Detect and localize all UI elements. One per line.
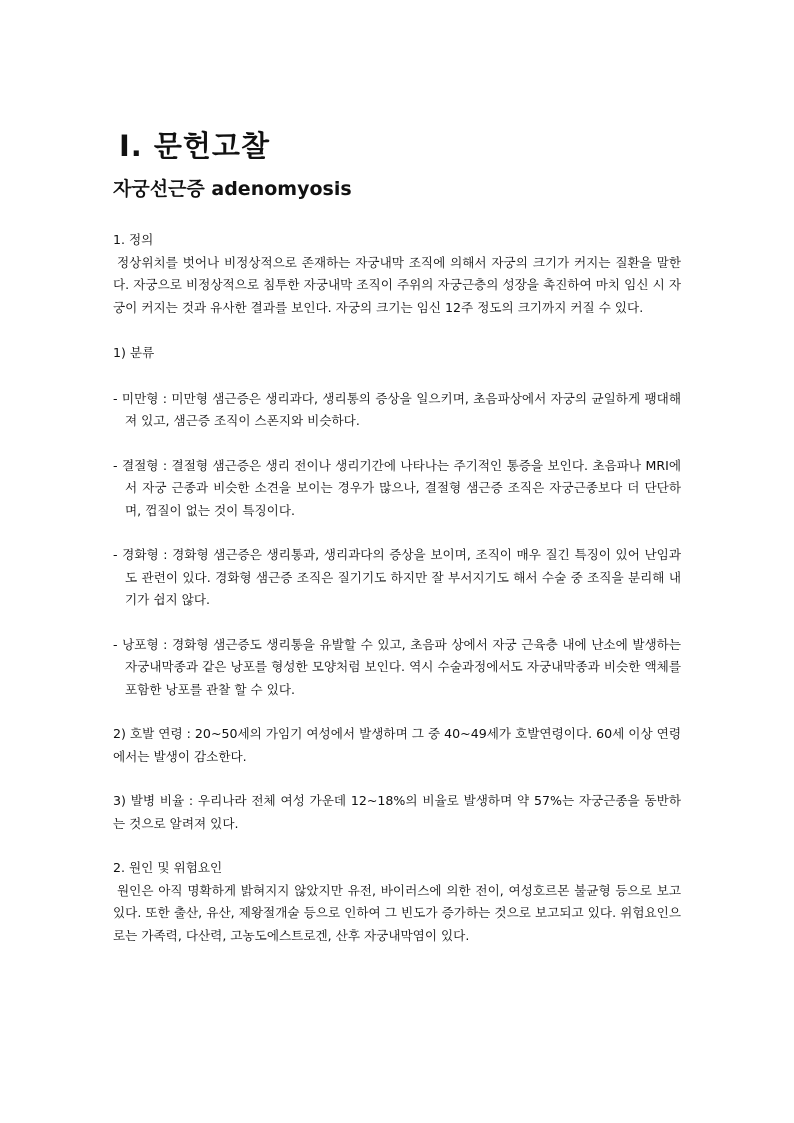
classification-item-cystic: - 낭포형 : 경화형 샘근증도 생리통을 유발할 수 있고, 초음파 상에서 자궁 근육층 내에 난소에 발생하는 자궁내막종과 같은 낭포를 형성한 모양처럼 보인다. 역시 수술과정에서도 자궁내막종과 비슷한 액체를 포함한 낭포를 관찰 할 수 있다. [113, 636, 681, 697]
spacer [113, 768, 681, 790]
page-subtitle: 자궁선근증 adenomyosis [113, 178, 352, 200]
section-heading-classification: 1) 분류 [113, 345, 155, 360]
section-heading-definition: 1. 정의 [113, 232, 154, 247]
classification-item-diffuse: - 미만형 : 미만형 샘근증은 생리과다, 생리통의 증상을 일으키며, 초음파상에서 자궁의 균일하게 팽대해져 있고, 샘근증 조직이 스폰지와 비슷하다. [113, 390, 681, 428]
classification-item-nodular: - 결절형 : 결절형 샘근증은 생리 전이나 생리기간에 나타나는 주기적인 통증을 보인다. 초음파나 MRI에서 자궁 근종과 비슷한 소견을 보이는 경우가 많으나, 결절형 샘근증 조직은 자궁근종보다 더 단단하며, 껍질이 없는 것이 특징이다. [113, 457, 681, 518]
spacer [113, 319, 681, 342]
definition-paragraph: 정상위치를 벗어나 비정상적으로 존재하는 자궁내막 조직에 의해서 자궁의 크기가 커지는 질환을 말한다. 자궁으로 비정상적으로 침투한 자궁내막 조직이 주위의 자궁근층의 성장을 촉진하여 마치 임신 시 자궁이 커지는 것과 유사한 결과를 보인다. 자궁의 크기는 임신 12주 정도의 크기까지 커질 수 있다. [113, 254, 681, 315]
causes-paragraph: 원인은 아직 명확하게 밝혀지지 않았지만 유전, 바이러스에 의한 전이, 여성호르몬 불균형 등으로 보고 있다. 또한 출산, 유산, 제왕절개술 등으로 인하여 그 빈도가 증가하는 것으로 보고되고 있다. 위험요인으로는 가족력, 다산력, 고농도에스트로겐, 산후 자궁내막염이 있다. [113, 882, 681, 943]
classification-item-sclerotic: - 경화형 : 경화형 샘근증은 생리통과, 생리과다의 증상을 보이며, 조직이 매우 질긴 특징이 있어 난임과도 관련이 있다. 경화형 샘근증 조직은 질기기도 하지만 잘 부서지기도 해서 수술 중 조직을 분리해 내기가 쉽지 않다. [113, 547, 681, 607]
spacer [113, 365, 681, 388]
incidence-rate-paragraph: 3) 발병 비율 : 우리나라 전체 여성 가운데 12~18%의 비율로 발생하며 약 57%는 자궁근종을 동반하는 것으로 알려져 있다. [113, 793, 681, 831]
spacer [113, 522, 681, 544]
spacer [113, 433, 681, 455]
onset-age-paragraph: 2) 호발 연령 : 20~50세의 가임기 여성에서 발생하며 그 중 40~49세가 호발연령이다. 60세 이상 연령에서는 발생이 감소한다. [113, 726, 681, 764]
spacer [113, 612, 681, 634]
document-body [113, 229, 681, 947]
section-heading-causes: 2. 원인 및 위험요인 [113, 860, 223, 875]
spacer [113, 701, 681, 723]
page-title: Ⅰ. 문헌고찰 [119, 129, 270, 163]
spacer [113, 835, 681, 857]
document-page [113, 0, 681, 1123]
